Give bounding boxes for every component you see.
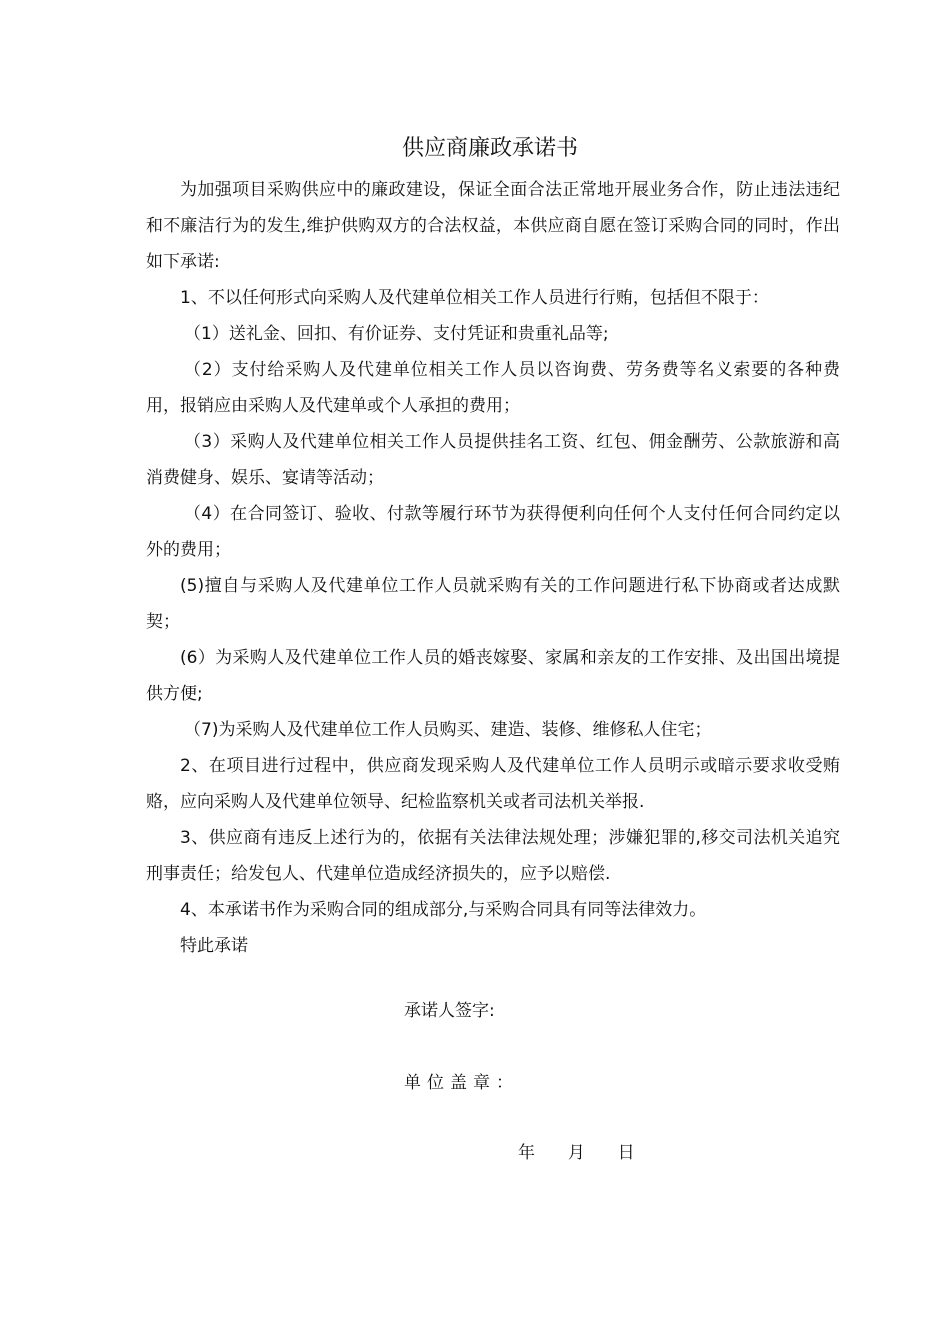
date-month-label: 月 (567, 1143, 585, 1163)
document-body (146, 172, 840, 964)
date-line (518, 1138, 635, 1168)
signature-label: 承诺人签字: (404, 1001, 495, 1021)
commitment-1-item-2: （2）支付给采购人及代建单位相关工作人员以咨询费、劳务费等名义索要的各种费用，报销应由采购人及代建单或个人承担的费用； (146, 360, 840, 416)
seal-label: 单位盖章： (404, 1073, 519, 1093)
intro-paragraph: 为加强项目采购供应中的廉政建设，保证全面合法正常地开展业务合作，防止违法违纪和不廉洁行为的发生,维护供购双方的合法权益，本供应商自愿在签订采购合同的同时，作出如下承诺: (146, 180, 840, 272)
closing-statement: 特此承诺 (180, 936, 248, 956)
commitment-3: 3、供应商有违反上述行为的，依据有关法律法规处理；涉嫌犯罪的,移交司法机关追究刑事责任；给发包人、代建单位造成经济损失的，应予以赔偿. (146, 828, 840, 884)
commitment-1-item-1: （1）送礼金、回扣、有价证券、支付凭证和贵重礼品等; (184, 324, 609, 344)
commitment-1-item-7: （7)为采购人及代建单位工作人员购买、建造、装修、维修私人住宅； (184, 720, 712, 740)
commitment-1-item-6: (6）为采购人及代建单位工作人员的婚丧嫁娶、家属和亲友的工作安排、及出国出境提供方便; (146, 648, 840, 704)
commitment-1-item-4: （4）在合同签订、验收、付款等履行环节为获得便利向任何个人支付任何合同约定以外的费用； (146, 504, 840, 560)
commitment-2: 2、在项目进行过程中，供应商发现采购人及代建单位工作人员明示或暗示要求收受贿赂，应向采购人及代建单位领导、纪检监察机关或者司法机关举报. (146, 756, 840, 812)
commitment-4: 4、本承诺书作为采购合同的组成部分,与采购合同具有同等法律效力。 (180, 900, 707, 920)
commitment-1-item-3: （3）采购人及代建单位相关工作人员提供挂名工资、红包、佣金酬劳、公款旅游和高消费健身、娱乐、宴请等活动； (146, 432, 840, 488)
commitment-1: 1、不以任何形式向采购人及代建单位相关工作人员进行行贿，包括但不限于： (180, 288, 769, 308)
commitment-1-item-5: (5)擅自与采购人及代建单位工作人员就采购有关的工作问题进行私下协商或者达成默契； (146, 576, 840, 632)
document-title: 供应商廉政承诺书 (401, 136, 578, 161)
date-year-label: 年 (518, 1143, 535, 1163)
date-day-label: 日 (617, 1143, 635, 1163)
